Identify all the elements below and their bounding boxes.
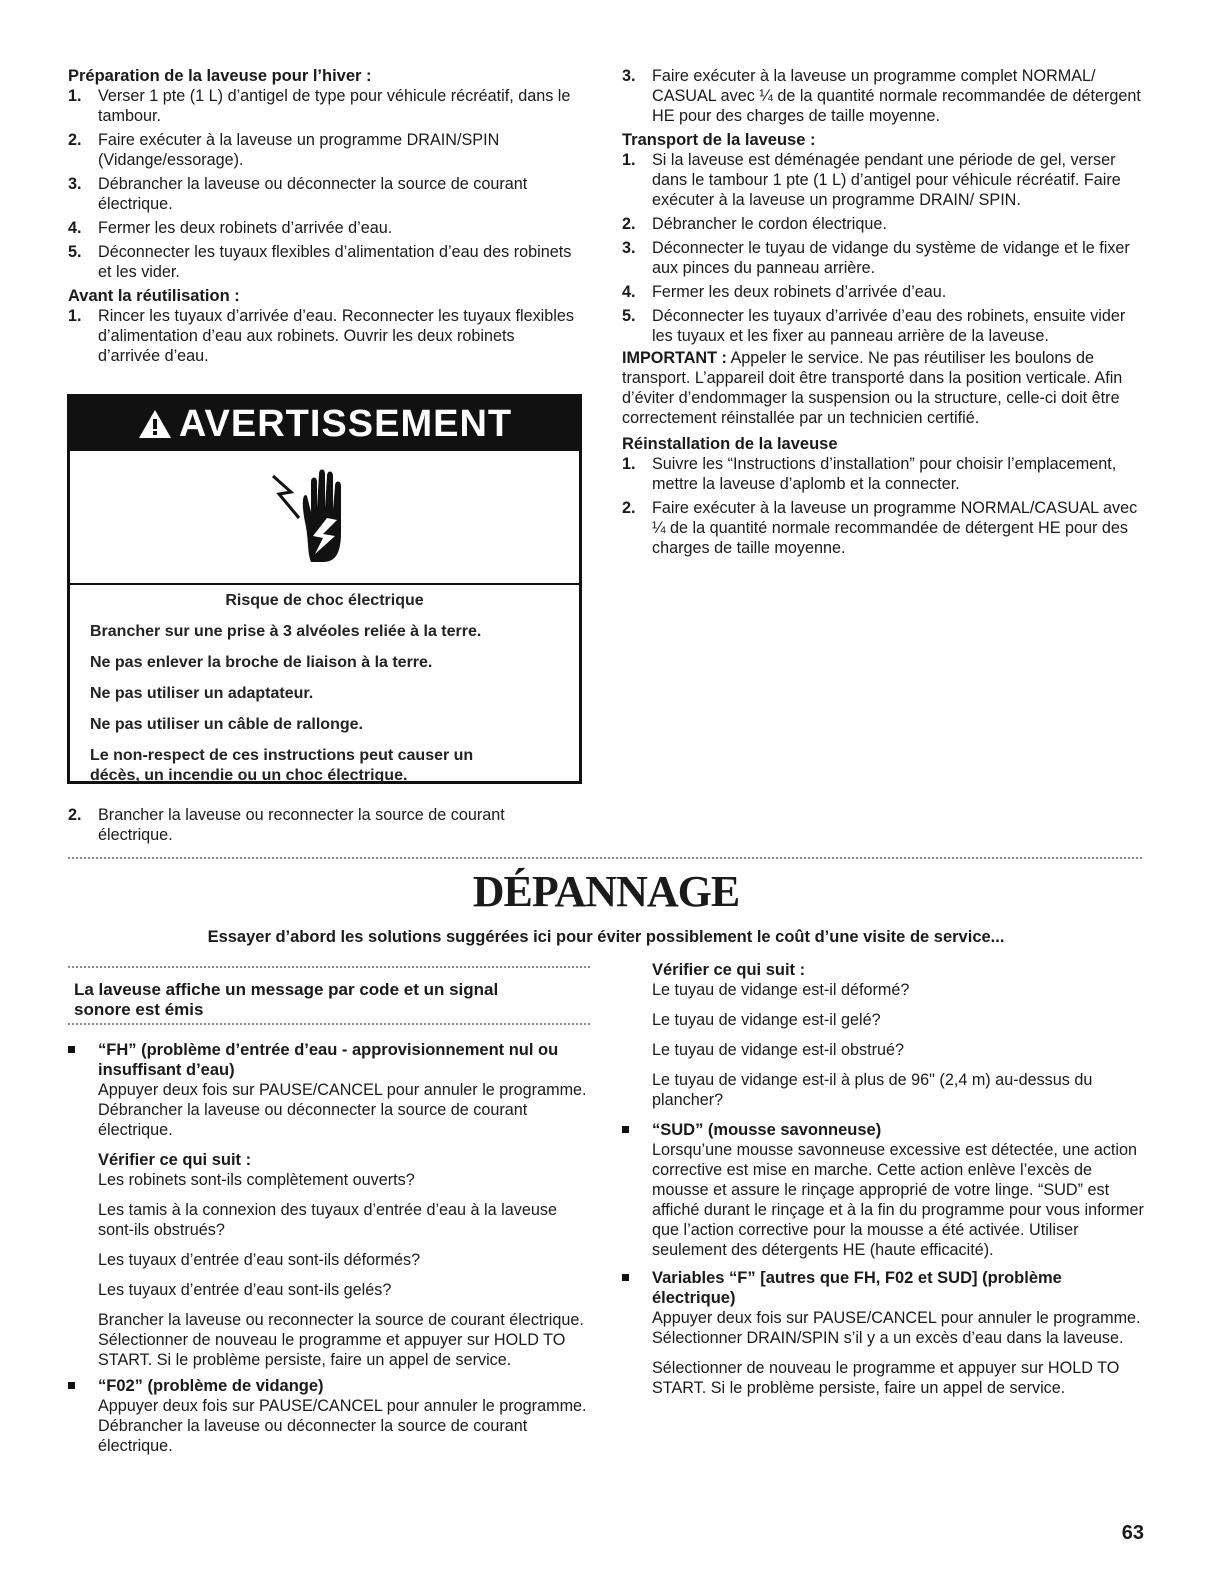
list-item: 2. Brancher la laveuse ou reconnecter la source de courant électrique.: [68, 806, 505, 844]
box-divider-bottom: [68, 1023, 590, 1028]
list-item: 1. Si la laveuse est déménagée pendant une période de gel, verser dans le tambour 1 pte (1 L) d’antigel pour véhicule récréatif. Faire exécuter à la laveuse un programme DRAIN/ SPIN.: [622, 151, 1121, 209]
warning-text: [70, 585, 579, 786]
variables-item: [622, 1268, 1144, 1398]
box-divider-top: [68, 966, 590, 971]
important-note: IMPORTANT : Appeler le service. Ne pas réutiliser les boulons de transport. L’appareil doit être transporté dans la position verticale. Afin d’éviter d’endommager la suspension ou la structure, celle-ci doit être correctement réinstallée par un technicien certifié.: [622, 349, 1123, 427]
reuse-heading: Avant la réutilisation :: [68, 287, 240, 305]
important-label: IMPORTANT :: [622, 349, 727, 367]
left-top-column: [68, 66, 578, 370]
bullet-icon: [68, 1382, 75, 1389]
check-item: Les robinets sont-ils complètement ouverts?: [98, 1171, 415, 1189]
right-top-column: [622, 66, 1144, 558]
list-item: 1. Rincer les tuyaux d’arrivée d’eau. Reconnecter les tuyaux flexibles d’alimentation d’eau aux robinets. Ouvrir les deux robinets d’arrivée d’eau.: [68, 307, 574, 365]
f02-text: Appuyer deux fois sur PAUSE/CANCEL pour annuler le programme. Débrancher la laveuse ou déconnecter la source de courant électrique.: [98, 1397, 587, 1455]
section-divider: [68, 857, 1144, 862]
code-message-heading: La laveuse affiche un message par code et un signal sonore est émis: [74, 980, 499, 1019]
check-item: Les tuyaux d’entrée d’eau sont-ils gelés?: [98, 1281, 392, 1299]
section-subtitle: Essayer d’abord les solutions suggérées ici pour éviter possiblement le coût d’une visite de service...: [207, 928, 1005, 946]
check-label: Vérifier ce qui suit :: [98, 1151, 252, 1169]
check-item: Le tuyau de vidange est-il gelé?: [652, 1011, 881, 1029]
check-item: Le tuyau de vidange est-il obstrué?: [652, 1041, 904, 1059]
f02-heading: “F02” (problème de vidange): [98, 1377, 324, 1395]
shock-hazard-icon: [70, 451, 579, 585]
list-item: 5. Déconnecter les tuyaux flexibles d’alimentation d’eau des robinets et les vider.: [68, 243, 572, 281]
list-item: 2. Faire exécuter à la laveuse un programme NORMAL/CASUAL avec ¼ de la quantité normale recommandée de détergent HE pour des charges de taille moyenne.: [622, 499, 1138, 557]
warning-line: Le non-respect de ces instructions peut causer un décès, un incendie ou un choc électrique.: [90, 747, 474, 784]
bullet-icon: [622, 1274, 629, 1281]
check-label: Vérifier ce qui suit :: [652, 961, 806, 979]
list-item: 4. Fermer les deux robinets d’arrivée d’eau.: [68, 219, 393, 237]
check-item: Les tuyaux d’entrée d’eau sont-ils déformés?: [98, 1251, 421, 1269]
variables-text: Appuyer deux fois sur PAUSE/CANCEL pour annuler le programme. Sélectionner DRAIN/SPIN s’il y a un excès d’eau dans la laveuse.: [652, 1309, 1141, 1347]
check-item: Le tuyau de vidange est-il à plus de 96" (2,4 m) au-dessus du plancher?: [652, 1071, 1093, 1109]
list-item: 1. Verser 1 pte (1 L) d’antigel de type pour véhicule récréatif, dans le tambour.: [68, 87, 571, 125]
warning-line: Ne pas enlever la broche de liaison à la terre.: [90, 654, 433, 671]
bullet-icon: [68, 1046, 75, 1053]
warning-title: AVERTISSEMENT: [178, 402, 513, 445]
section-title: DÉPANNAGE: [472, 867, 740, 916]
troubleshooting-left-body: [68, 1040, 588, 1456]
fh-text: Appuyer deux fois sur PAUSE/CANCEL pour annuler le programme. Débrancher la laveuse ou déconnecter la source de courant électrique.: [98, 1081, 587, 1139]
list-item: 1. Suivre les “Instructions d’installation” pour choisir l’emplacement, mettre la laveuse d’aplomb et la connecter.: [622, 455, 1117, 493]
list-item: 5. Déconnecter les tuyaux d’arrivée d’eau des robinets, ensuite vider les tuyaux et les fixer au panneau arrière de la laveuse.: [622, 307, 1126, 345]
warning-triangle-icon: [137, 408, 173, 440]
list-item: 3. Faire exécuter à la laveuse un programme complet NORMAL/ CASUAL avec ¼ de la quantité normale recommandée de détergent HE pour des charges de taille moyenne.: [622, 67, 1141, 125]
reinstall-heading: Réinstallation de la laveuse: [622, 435, 838, 453]
list-item: 3. Débrancher la laveuse ou déconnecter la source de courant électrique.: [68, 175, 528, 213]
sud-heading: “SUD” (mousse savonneuse): [652, 1121, 882, 1139]
sud-text: Lorsqu’une mousse savonneuse excessive est détectée, une action corrective est mise en marche. Cette action enlève l’excès de mousse et assure le rinçage approprié de votre linge. “SUD” est affiché durant le rinçage et à la fin du programme pour vous informer que l’action corrective pour la mousse a été activée. Utiliser seulement des détergents HE (haute efficacité).: [652, 1141, 1144, 1259]
sud-item: [622, 1120, 1144, 1260]
list-item: 4. Fermer les deux robinets d’arrivée d’eau.: [622, 283, 947, 301]
list-item: 2. Faire exécuter à la laveuse un programme DRAIN/SPIN (Vidange/essorage).: [68, 131, 500, 169]
variables-text: Sélectionner de nouveau le programme et appuyer sur HOLD TO START. Si le problème persiste, faire un appel de service.: [652, 1359, 1120, 1397]
winter-heading: Préparation de la laveuse pour l’hiver :: [68, 67, 372, 85]
bullet-icon: [622, 1126, 629, 1133]
page-number: 63: [1121, 1522, 1144, 1544]
transport-heading: Transport de la laveuse :: [622, 131, 816, 149]
fh-item: [68, 1040, 588, 1370]
fh-heading: “FH” (problème d’entrée d’eau - approvisionnement nul ou insuffisant d’eau): [98, 1041, 559, 1079]
check-item: Les tamis à la connexion des tuyaux d’entrée d’eau à la laveuse sont-ils obstrués?: [98, 1201, 557, 1239]
warning-line: Ne pas utiliser un câble de rallonge.: [90, 716, 363, 733]
left-after-warning: [68, 805, 578, 845]
troubleshooting-left: [68, 972, 588, 1026]
warning-box: [67, 394, 582, 784]
warning-banner: [70, 397, 579, 451]
troubleshooting-right: [622, 960, 1144, 1398]
list-item: 3. Déconnecter le tuyau de vidange du système de vidange et le fixer aux pinces du panneau arrière.: [622, 239, 1130, 277]
warning-risk: Risque de choc électrique: [225, 592, 424, 609]
warning-line: Ne pas utiliser un adaptateur.: [90, 685, 314, 702]
f02-checks: [622, 960, 1144, 1110]
f02-item: [68, 1376, 588, 1456]
check-item: Brancher la laveuse ou reconnecter la source de courant électrique. Sélectionner de nouveau le programme et appuyer sur HOLD TO START. Si le problème persiste, faire un appel de service.: [98, 1311, 584, 1369]
check-item: Le tuyau de vidange est-il déformé?: [652, 981, 910, 999]
warning-line: Brancher sur une prise à 3 alvéoles reliée à la terre.: [90, 623, 482, 640]
variables-heading: Variables “F” [autres que FH, F02 et SUD] (problème électrique): [652, 1269, 1062, 1307]
list-item: 2. Débrancher le cordon électrique.: [622, 215, 887, 233]
